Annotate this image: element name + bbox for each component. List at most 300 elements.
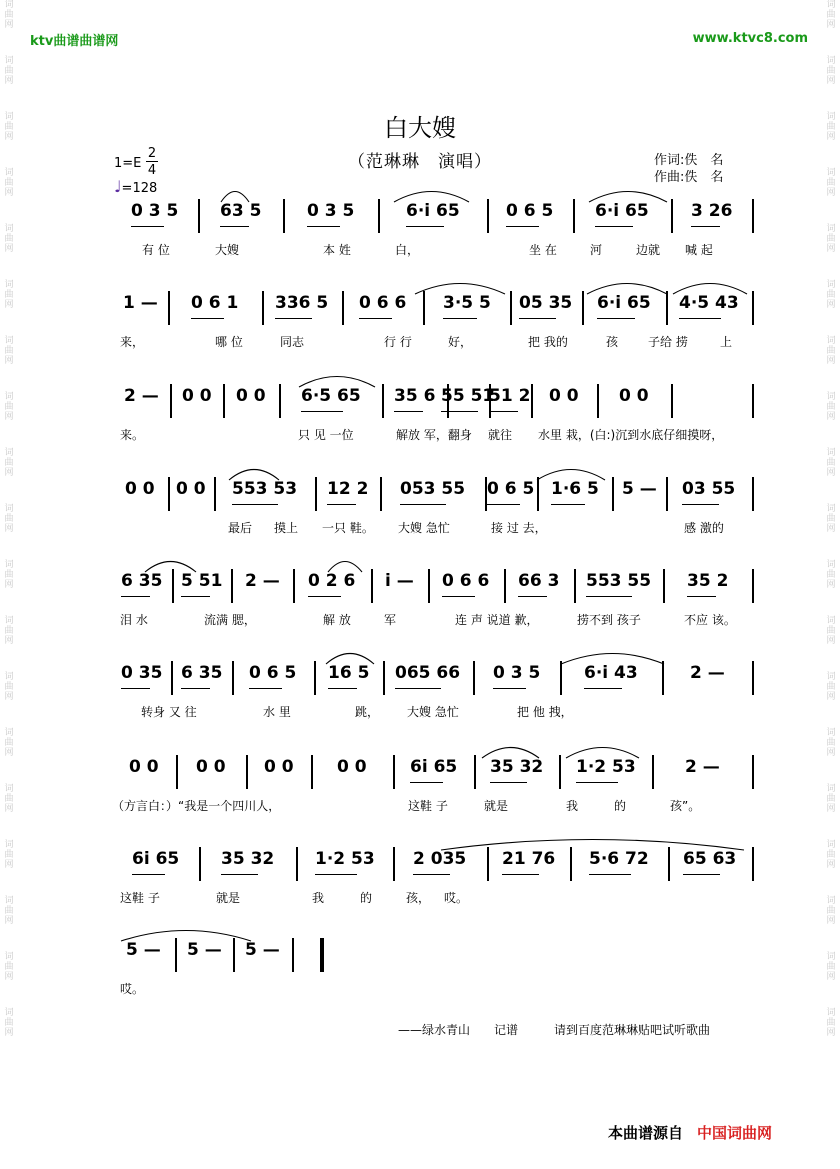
side-watermark-char: 曲 — [826, 234, 836, 244]
barline — [176, 755, 178, 789]
side-watermark-char: 曲 — [4, 1018, 14, 1028]
beam-line — [275, 318, 312, 319]
barline — [663, 569, 665, 603]
barline — [383, 661, 385, 695]
beam-line — [327, 504, 356, 505]
side-watermark-char: 网 — [826, 972, 836, 982]
measure-notes: 2 — — [690, 663, 725, 683]
side-watermark-char: 网 — [4, 860, 14, 870]
source-label: 本曲谱源自 — [608, 1124, 684, 1142]
measure-notes: 5 — — [622, 479, 657, 499]
measure-notes: 0 0 — [619, 386, 649, 406]
measure-notes: 053 55 — [400, 479, 466, 499]
lyric-text: 好， — [448, 335, 473, 349]
barline — [292, 938, 294, 972]
barline — [423, 291, 425, 325]
slur-mark — [536, 465, 606, 481]
barline — [168, 477, 170, 511]
slur-mark — [228, 465, 280, 481]
side-watermark-char: 词 — [826, 112, 836, 122]
lyric-text: 一只 鞋。 — [322, 521, 374, 535]
barline — [504, 569, 506, 603]
lyric-text: 有 位 — [142, 243, 170, 257]
lyric-text: 流满 腮， — [204, 613, 256, 627]
lyric-text: 水 里 — [263, 705, 291, 719]
barline — [320, 938, 324, 972]
lyric-text: 来， — [120, 335, 145, 349]
side-watermark-char: 网 — [4, 412, 14, 422]
side-watermark-char: 网 — [4, 580, 14, 590]
barline — [283, 199, 285, 233]
beam-line — [679, 318, 721, 319]
measure-notes: 065 66 — [395, 663, 461, 683]
side-watermark-char: 词 — [4, 448, 14, 458]
barline — [296, 847, 298, 881]
side-watermark-char: 词 — [4, 1008, 14, 1018]
slur-mark — [560, 649, 665, 665]
lyric-text: 我 — [566, 799, 579, 813]
barline — [752, 755, 754, 789]
side-watermark-left — [2, 0, 16, 1169]
side-watermark-char: 曲 — [4, 570, 14, 580]
side-watermark-char: 曲 — [826, 1018, 836, 1028]
barline — [752, 477, 754, 511]
measure-notes: 6·i 43 — [584, 663, 638, 683]
measure-notes: 2 035 — [413, 849, 467, 869]
barline — [668, 847, 670, 881]
side-watermark-char: 词 — [826, 560, 836, 570]
beam-line — [121, 688, 150, 689]
side-watermark-char: 曲 — [4, 66, 14, 76]
side-watermark-char: 网 — [4, 468, 14, 478]
lyric-text: 捞不到 孩子 — [577, 613, 641, 627]
barline — [671, 384, 673, 418]
side-watermark-char: 网 — [826, 804, 836, 814]
side-watermark-char: 词 — [826, 840, 836, 850]
measure-notes: 1·2 53 — [576, 757, 636, 777]
side-watermark-char: 网 — [826, 524, 836, 534]
measure-notes: 0 0 — [264, 757, 294, 777]
side-watermark-char: 曲 — [4, 682, 14, 692]
slur-mark — [586, 279, 668, 295]
lyric-text: 坐 在 — [529, 243, 557, 257]
beam-line — [413, 874, 450, 875]
side-watermark-char: 曲 — [826, 122, 836, 132]
measure-notes: 5 — — [245, 940, 280, 960]
side-watermark-char: 曲 — [826, 10, 836, 20]
barline — [172, 569, 174, 603]
lyric-text: 解 放 — [323, 613, 351, 627]
measure-notes: 51 2 — [489, 386, 531, 406]
beam-line — [406, 226, 444, 227]
barline — [393, 847, 395, 881]
beam-line — [682, 504, 719, 505]
slur-mark — [440, 835, 745, 851]
side-watermark-char: 网 — [4, 20, 14, 30]
barline — [560, 661, 562, 695]
side-watermark-char: 曲 — [4, 850, 14, 860]
measure-notes: 1 — — [123, 293, 158, 313]
side-watermark-char: 网 — [826, 244, 836, 254]
side-watermark-char: 词 — [826, 448, 836, 458]
barline — [582, 291, 584, 325]
measure-notes: 12 2 — [327, 479, 369, 499]
measure-notes: 0 6 1 — [191, 293, 239, 313]
slur-mark — [565, 743, 640, 759]
side-watermark-char: 曲 — [826, 346, 836, 356]
side-watermark-char: 曲 — [4, 234, 14, 244]
side-watermark-char: 词 — [4, 280, 14, 290]
lyric-text: 子给 捞 — [648, 335, 688, 349]
side-watermark-char: 网 — [4, 748, 14, 758]
barline — [315, 477, 317, 511]
barline — [232, 661, 234, 695]
side-watermark-char: 词 — [4, 728, 14, 738]
lyric-text: 不应 该。 — [684, 613, 736, 627]
beam-line — [506, 226, 539, 227]
barline — [662, 661, 664, 695]
barline — [597, 384, 599, 418]
measure-notes: 63 5 — [220, 201, 262, 221]
beam-line — [121, 596, 150, 597]
measure-notes: 0 6 6 — [359, 293, 407, 313]
slur-mark — [414, 279, 506, 295]
measure-notes: 6·i 65 — [595, 201, 649, 221]
lyric-text: 同志 — [280, 335, 305, 349]
side-watermark-right — [824, 0, 838, 1169]
beam-line — [576, 782, 618, 783]
side-watermark-char: 曲 — [826, 402, 836, 412]
measure-notes: 553 53 — [232, 479, 298, 499]
barline — [231, 569, 233, 603]
side-watermark-char: 曲 — [4, 122, 14, 132]
lyric-text: 连 声 说道 歉， — [455, 613, 539, 627]
side-watermark-char: 曲 — [4, 178, 14, 188]
side-watermark-char: 网 — [826, 468, 836, 478]
slur-mark — [327, 557, 363, 573]
song-title: 白大嫂 — [384, 114, 456, 142]
source-site[interactable]: 中国词曲网 — [697, 1124, 773, 1142]
slur-mark — [144, 557, 197, 573]
barline — [474, 755, 476, 789]
beam-line — [232, 504, 278, 505]
barline — [175, 938, 177, 972]
side-watermark-char: 词 — [4, 560, 14, 570]
measure-notes: 66 3 — [518, 571, 560, 591]
time-bottom: 4 — [147, 163, 157, 178]
beam-line — [395, 688, 441, 689]
beam-line — [191, 318, 224, 319]
slur-mark — [393, 187, 470, 203]
barline — [262, 291, 264, 325]
lyric-text: 上 — [720, 335, 733, 349]
barline — [380, 477, 382, 511]
lyric-text: 把 我的 — [528, 335, 568, 349]
side-watermark-char: 网 — [826, 748, 836, 758]
barline — [487, 847, 489, 881]
barline — [570, 847, 572, 881]
lyric-text: 孩 — [606, 335, 619, 349]
barline — [214, 477, 216, 511]
side-watermark-char: 网 — [826, 860, 836, 870]
beam-line — [328, 688, 357, 689]
side-watermark-char: 网 — [4, 356, 14, 366]
measure-notes: 3·5 5 — [443, 293, 491, 313]
beam-line — [301, 411, 343, 412]
lyric-text: 哎。 — [444, 891, 469, 905]
side-watermark-char: 词 — [4, 784, 14, 794]
side-watermark-char: 曲 — [826, 178, 836, 188]
measure-notes: 2 — — [124, 386, 159, 406]
side-watermark-char: 词 — [826, 56, 836, 66]
side-watermark-char: 网 — [826, 692, 836, 702]
measure-notes: i — — [385, 571, 414, 591]
lyric-text: 的 — [614, 799, 627, 813]
beam-line — [683, 874, 720, 875]
side-watermark-char: 网 — [826, 916, 836, 926]
lyric-text: 就是 — [484, 799, 509, 813]
measure-notes: 5·6 72 — [589, 849, 649, 869]
site-watermark-left[interactable]: ktv曲谱曲谱网 — [30, 34, 119, 49]
lyric-text: 转身 又 往 — [141, 705, 197, 719]
slur-mark — [120, 926, 252, 942]
barline — [171, 661, 173, 695]
side-watermark-char: 网 — [826, 580, 836, 590]
measure-notes: 05 35 — [519, 293, 573, 313]
beam-line — [249, 688, 282, 689]
beam-line — [442, 596, 475, 597]
barline — [752, 847, 754, 881]
lyric-text: 最后 — [228, 521, 253, 535]
barline — [246, 755, 248, 789]
barline — [671, 199, 673, 233]
tempo-marking — [114, 177, 157, 196]
quarter-note-icon: ♩ — [114, 177, 122, 196]
beam-line — [595, 226, 633, 227]
side-watermark-char: 曲 — [4, 738, 14, 748]
side-watermark-char: 网 — [826, 356, 836, 366]
side-watermark-char: 词 — [4, 616, 14, 626]
side-watermark-char: 曲 — [4, 906, 14, 916]
lyric-text: 孩”。 — [670, 799, 701, 813]
side-watermark-char: 网 — [826, 300, 836, 310]
measure-notes: 55 51 — [441, 386, 495, 406]
beam-line — [691, 226, 720, 227]
lyric-text: 大嫂 — [215, 243, 240, 257]
lyric-text: 喊 起 — [685, 243, 713, 257]
side-watermark-char: 网 — [826, 188, 836, 198]
beam-line — [589, 874, 631, 875]
barline — [573, 199, 575, 233]
slur-mark — [325, 649, 375, 665]
beam-line — [132, 874, 165, 875]
barline — [574, 569, 576, 603]
measure-notes: 6 35 — [181, 663, 223, 683]
barline — [531, 384, 533, 418]
side-watermark-char: 词 — [4, 392, 14, 402]
beam-line — [518, 596, 547, 597]
side-watermark-char: 曲 — [826, 738, 836, 748]
measure-notes: 5 51 — [181, 571, 223, 591]
side-watermark-char: 曲 — [4, 346, 14, 356]
side-watermark-char: 网 — [4, 1028, 14, 1038]
beam-line — [410, 782, 443, 783]
lyric-text: 大嫂 急忙 — [407, 705, 459, 719]
barline — [233, 938, 235, 972]
lyric-text: 的 — [360, 891, 373, 905]
side-watermark-char: 词 — [826, 224, 836, 234]
beam-line — [487, 504, 520, 505]
measure-notes: 21 76 — [502, 849, 556, 869]
lyric-text: 感 激的 — [684, 521, 724, 535]
side-watermark-char: 词 — [4, 224, 14, 234]
measure-notes: 0 6 6 — [442, 571, 490, 591]
beam-line — [220, 226, 249, 227]
side-watermark-char: 曲 — [4, 514, 14, 524]
beam-line — [315, 874, 357, 875]
side-watermark-char: 词 — [826, 952, 836, 962]
measure-notes: 6i 65 — [410, 757, 458, 777]
side-watermark-char: 词 — [826, 784, 836, 794]
side-watermark-char: 词 — [4, 504, 14, 514]
measure-notes: 6 35 — [121, 571, 163, 591]
measure-notes: 0 3 5 — [131, 201, 179, 221]
credits — [654, 152, 723, 186]
beam-line — [443, 318, 477, 319]
beam-line — [441, 411, 478, 412]
lyric-text: 行 行 — [384, 335, 412, 349]
lyric-text: 哎。 — [120, 982, 145, 996]
measure-notes: 2 — — [245, 571, 280, 591]
beam-line — [586, 596, 632, 597]
side-watermark-char: 网 — [4, 692, 14, 702]
barline — [198, 199, 200, 233]
measure-notes: 6i 65 — [132, 849, 180, 869]
slur-mark — [672, 279, 748, 295]
lyric-text: 我 — [312, 891, 325, 905]
key-signature: 1=E — [114, 156, 142, 171]
lyric-text: 就往 — [488, 428, 513, 442]
measure-notes: 0 0 — [337, 757, 367, 777]
lyric-text: 这鞋 子 — [120, 891, 160, 905]
side-watermark-char: 网 — [4, 636, 14, 646]
slur-mark — [298, 372, 376, 388]
beam-line — [493, 688, 526, 689]
measure-notes: 0 0 — [196, 757, 226, 777]
barline — [473, 661, 475, 695]
beam-line — [502, 874, 539, 875]
barline — [487, 199, 489, 233]
tempo-value: =128 — [121, 181, 158, 196]
measure-notes: 0 35 — [121, 663, 163, 683]
side-watermark-char: 词 — [826, 728, 836, 738]
beam-line — [597, 318, 635, 319]
beam-line — [308, 596, 341, 597]
side-watermark-char: 词 — [826, 896, 836, 906]
measure-notes: 553 55 — [586, 571, 652, 591]
side-watermark-char: 曲 — [4, 962, 14, 972]
lyric-text: 接 过 去， — [491, 521, 547, 535]
barline — [510, 291, 512, 325]
side-watermark-char: 词 — [826, 168, 836, 178]
barline — [752, 199, 754, 233]
barline — [752, 661, 754, 695]
side-watermark-char: 网 — [826, 412, 836, 422]
side-watermark-char: 词 — [4, 952, 14, 962]
side-watermark-char: 网 — [4, 132, 14, 142]
lyric-text: 摸上 — [274, 521, 299, 535]
lyric-text: 大嫂 急忙 — [398, 521, 450, 535]
beam-line — [181, 596, 210, 597]
beam-line — [181, 688, 210, 689]
measure-notes: 65 63 — [683, 849, 737, 869]
barline — [279, 384, 281, 418]
barline — [666, 477, 668, 511]
lyric-text: （方言白：）“我是一个四川人， — [112, 799, 281, 813]
barline — [199, 847, 201, 881]
side-watermark-char: 网 — [826, 76, 836, 86]
barline — [371, 569, 373, 603]
barline — [223, 384, 225, 418]
beam-line — [221, 874, 258, 875]
lyric-text: 跳， — [355, 705, 380, 719]
measure-notes: 35 2 — [687, 571, 729, 591]
beam-line — [359, 318, 392, 319]
side-watermark-char: 词 — [4, 112, 14, 122]
side-watermark-char: 曲 — [826, 962, 836, 972]
measure-notes: 5 — — [187, 940, 222, 960]
lyric-text: 哪 位 — [215, 335, 243, 349]
side-watermark-char: 网 — [4, 972, 14, 982]
time-top: 2 — [147, 146, 157, 161]
barline — [378, 199, 380, 233]
side-watermark-char: 词 — [4, 336, 14, 346]
barline — [559, 755, 561, 789]
beam-line — [490, 782, 527, 783]
lyric-text: 孩， — [406, 891, 431, 905]
side-watermark-char: 曲 — [4, 794, 14, 804]
side-watermark-char: 曲 — [4, 402, 14, 412]
measure-notes: 0 0 — [182, 386, 212, 406]
measure-notes: 16 5 — [328, 663, 370, 683]
beam-line — [584, 688, 622, 689]
slur-mark — [588, 187, 668, 203]
side-watermark-char: 曲 — [4, 10, 14, 20]
side-watermark-char: 网 — [826, 1028, 836, 1038]
measure-notes: 1·6 5 — [551, 479, 599, 499]
side-watermark-char: 网 — [4, 76, 14, 86]
beam-line — [489, 411, 518, 412]
lyric-text: 河 — [590, 243, 603, 257]
barline — [393, 755, 395, 789]
side-watermark-char: 网 — [4, 300, 14, 310]
lyric-text: 白， — [395, 243, 420, 257]
measure-notes: 0 6 5 — [487, 479, 535, 499]
composer: 作曲:佚 名 — [654, 170, 724, 185]
side-watermark-char: 曲 — [826, 514, 836, 524]
measure-notes: 336 5 — [275, 293, 329, 313]
measure-notes: 0 6 5 — [506, 201, 554, 221]
site-watermark-right[interactable]: www.ktvc8.com — [692, 31, 808, 46]
side-watermark-char: 词 — [4, 168, 14, 178]
side-watermark-char: 词 — [826, 672, 836, 682]
barline — [752, 569, 754, 603]
measure-notes: 0 6 5 — [249, 663, 297, 683]
measure-notes: 6·5 65 — [301, 386, 361, 406]
side-watermark-char: 词 — [826, 1008, 836, 1018]
side-watermark-char: 词 — [4, 56, 14, 66]
side-watermark-char: 词 — [826, 392, 836, 402]
